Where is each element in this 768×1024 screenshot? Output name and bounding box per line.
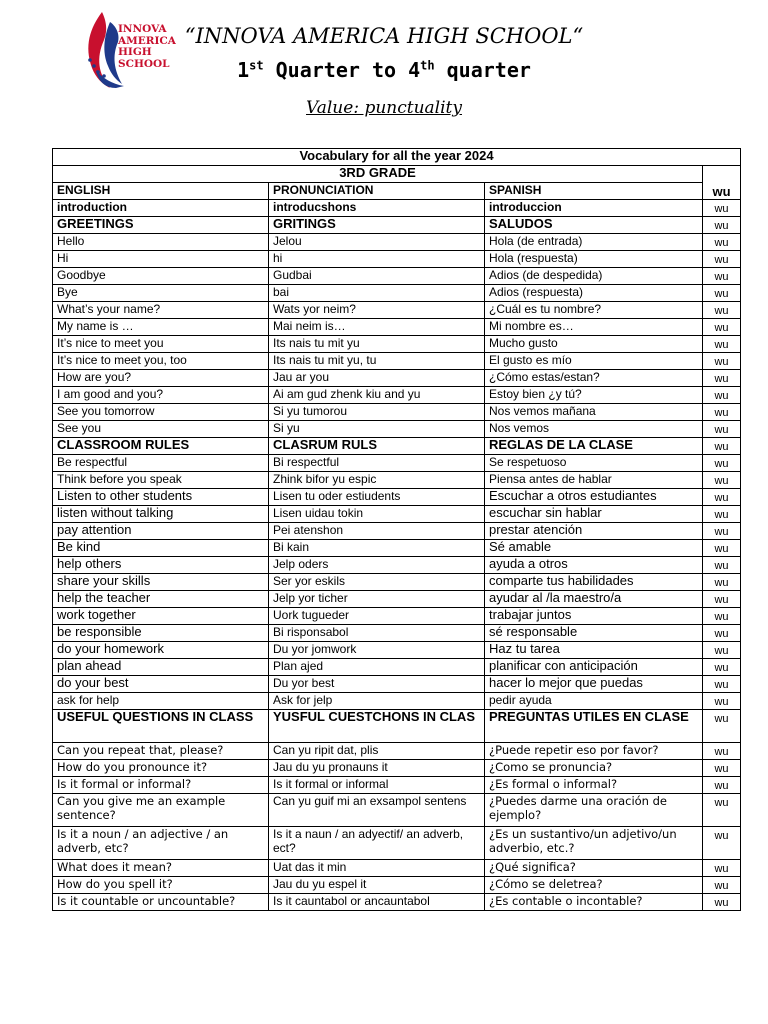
wu-cell: wu — [703, 523, 741, 540]
pronunciation-cell: YUSFUL CUESTCHONS IN CLAS — [269, 710, 485, 743]
english-cell: It’s nice to meet you — [53, 336, 269, 353]
spanish-cell: ¿Cómo estas/estan? — [485, 370, 703, 387]
english-cell: plan ahead — [53, 659, 269, 676]
pronunciation-cell: Its nais tu mit yu — [269, 336, 485, 353]
wu-cell: wu — [703, 557, 741, 574]
pronunciation-cell: Gudbai — [269, 268, 485, 285]
pronunciation-cell: Uork tugueder — [269, 608, 485, 625]
grade-label: 3RD GRADE — [53, 166, 703, 183]
english-cell: share your skills — [53, 574, 269, 591]
english-cell: Listen to other students — [53, 489, 269, 506]
table-row — [53, 404, 741, 421]
spanish-cell: escuchar sin hablar — [485, 506, 703, 523]
english-cell: help the teacher — [53, 591, 269, 608]
spanish-cell: pedir ayuda — [485, 693, 703, 710]
spanish-cell: Mi nombre es… — [485, 319, 703, 336]
english-cell: CLASSROOM RULES — [53, 438, 269, 455]
spanish-cell: prestar atención — [485, 523, 703, 540]
pronunciation-cell: Ser yor eskils — [269, 574, 485, 591]
english-cell: Hello — [53, 234, 269, 251]
english-cell: work together — [53, 608, 269, 625]
pronunciation-cell: Lisen tu oder estiudents — [269, 489, 485, 506]
table-row — [53, 421, 741, 438]
pronunciation-cell: Pei atenshon — [269, 523, 485, 540]
table-row — [53, 743, 741, 760]
table-row — [53, 760, 741, 777]
pronunciation-cell: Uat das it min — [269, 860, 485, 877]
grade-row — [53, 166, 741, 183]
table-row — [53, 438, 741, 455]
wu-cell: wu — [703, 336, 741, 353]
table-row — [53, 251, 741, 268]
wu-cell: wu — [703, 760, 741, 777]
wu-cell: wu — [703, 421, 741, 438]
english-cell: USEFUL QUESTIONS IN CLASS — [53, 710, 269, 743]
wu-cell: wu — [703, 251, 741, 268]
wu-cell: wu — [703, 200, 741, 217]
spanish-cell: introduccion — [485, 200, 703, 217]
wu-cell: wu — [703, 827, 741, 860]
table-row — [53, 693, 741, 710]
header-row — [53, 183, 741, 200]
pronunciation-cell: Jelp oders — [269, 557, 485, 574]
wu-cell: wu — [703, 234, 741, 251]
spanish-cell: Hola (de entrada) — [485, 234, 703, 251]
wu-cell: wu — [703, 387, 741, 404]
wu-cell: wu — [703, 455, 741, 472]
spanish-cell: Escuchar a otros estudiantes — [485, 489, 703, 506]
pronunciation-cell: Bi risponsabol — [269, 625, 485, 642]
pronunciation-cell: Ai am gud zhenk kiu and yu — [269, 387, 485, 404]
table-row — [53, 268, 741, 285]
table-row — [53, 319, 741, 336]
spanish-cell: ¿Puedes darme una oración de ejemplo? — [485, 794, 703, 827]
spanish-cell: Estoy bien ¿y tú? — [485, 387, 703, 404]
spanish-cell: ¿Cuál es tu nombre? — [485, 302, 703, 319]
table-row — [53, 877, 741, 894]
table-row — [53, 557, 741, 574]
wu-cell: wu — [703, 404, 741, 421]
english-cell: Be kind — [53, 540, 269, 557]
header-english: ENGLISH — [53, 183, 269, 200]
table-row — [53, 659, 741, 676]
english-cell: It’s nice to meet you, too — [53, 353, 269, 370]
table-title-row — [53, 149, 741, 166]
table-row — [53, 794, 741, 827]
spanish-cell: ¿Cómo se deletrea? — [485, 877, 703, 894]
logo-line-4: SCHOOL — [118, 57, 170, 70]
wu-cell: wu — [703, 860, 741, 877]
table-row — [53, 370, 741, 387]
spanish-cell: Nos vemos mañana — [485, 404, 703, 421]
spanish-cell: comparte tus habilidades — [485, 574, 703, 591]
english-cell: Goodbye — [53, 268, 269, 285]
spanish-cell: ¿Puede repetir eso por favor? — [485, 743, 703, 760]
header-spanish: SPANISH — [485, 183, 703, 200]
table-row — [53, 336, 741, 353]
wu-cell: wu — [703, 743, 741, 760]
table-row — [53, 540, 741, 557]
spanish-cell: Haz tu tarea — [485, 642, 703, 659]
wu-cell: wu — [703, 676, 741, 693]
spanish-cell: PREGUNTAS UTILES EN CLASE — [485, 710, 703, 743]
english-cell: be responsible — [53, 625, 269, 642]
wu-cell: wu — [703, 285, 741, 302]
english-cell: Can you repeat that, please? — [53, 743, 269, 760]
english-cell: Is it formal or informal? — [53, 777, 269, 794]
wu-cell: wu — [703, 370, 741, 387]
english-cell: Hi — [53, 251, 269, 268]
english-cell: Is it countable or uncountable? — [53, 894, 269, 911]
spanish-cell: Mucho gusto — [485, 336, 703, 353]
english-cell: I am good and you? — [53, 387, 269, 404]
english-cell: Is it a noun / an adjective / an adverb, etc? — [53, 827, 269, 860]
pronunciation-cell: Jau du yu espel it — [269, 877, 485, 894]
english-cell: Can you give me an example sentence? — [53, 794, 269, 827]
table-row — [53, 506, 741, 523]
pronunciation-cell: Bi kain — [269, 540, 485, 557]
pronunciation-cell: Jelou — [269, 234, 485, 251]
english-cell: do your best — [53, 676, 269, 693]
wu-cell: wu — [703, 608, 741, 625]
spanish-cell: sé responsable — [485, 625, 703, 642]
wu-cell: wu — [703, 591, 741, 608]
spanish-cell: Adios (respuesta) — [485, 285, 703, 302]
spanish-cell: Piensa antes de hablar — [485, 472, 703, 489]
table-row — [53, 860, 741, 877]
table-row — [53, 234, 741, 251]
table-row — [53, 217, 741, 234]
table-row — [53, 200, 741, 217]
english-cell: do your homework — [53, 642, 269, 659]
pronunciation-cell: Jau ar you — [269, 370, 485, 387]
logo-line-2: AMERICA — [118, 34, 176, 47]
english-cell: Be respectful — [53, 455, 269, 472]
pronunciation-cell: bai — [269, 285, 485, 302]
pronunciation-cell: Ask for jelp — [269, 693, 485, 710]
table-row — [53, 676, 741, 693]
english-cell: What does it mean? — [53, 860, 269, 877]
english-cell: listen without talking — [53, 506, 269, 523]
pronunciation-cell: Is it a naun / an adyectif/ an adverb, ect? — [269, 827, 485, 860]
spanish-cell: Nos vemos — [485, 421, 703, 438]
english-cell: See you — [53, 421, 269, 438]
table-row — [53, 608, 741, 625]
table-row — [53, 523, 741, 540]
spanish-cell: ¿Es un sustantivo/un adjetivo/un adverbio, etc.? — [485, 827, 703, 860]
pronunciation-cell: Mai neim is… — [269, 319, 485, 336]
english-cell: Think before you speak — [53, 472, 269, 489]
wu-cell: wu — [703, 489, 741, 506]
table-row — [53, 591, 741, 608]
wu-cell: wu — [703, 506, 741, 523]
table-row — [53, 455, 741, 472]
spanish-cell: planificar con anticipación — [485, 659, 703, 676]
wu-cell: wu — [703, 693, 741, 710]
spanish-cell: ¿Qué significa? — [485, 860, 703, 877]
spanish-cell: ayuda a otros — [485, 557, 703, 574]
wu-cell: wu — [703, 319, 741, 336]
pronunciation-cell: Du yor jomwork — [269, 642, 485, 659]
wu-cell: wu — [703, 217, 741, 234]
spanish-cell: trabajar juntos — [485, 608, 703, 625]
english-cell: My name is … — [53, 319, 269, 336]
english-cell: pay attention — [53, 523, 269, 540]
english-cell: Bye — [53, 285, 269, 302]
pronunciation-cell: Its nais tu mit yu, tu — [269, 353, 485, 370]
header-wu: wu — [703, 166, 741, 200]
wu-cell: wu — [703, 877, 741, 894]
table-row — [53, 642, 741, 659]
vocabulary-table — [52, 148, 741, 911]
table-row — [53, 353, 741, 370]
wu-cell: wu — [703, 540, 741, 557]
pronunciation-cell: Is it formal or informal — [269, 777, 485, 794]
pronunciation-cell: Lisen uidau tokin — [269, 506, 485, 523]
wu-cell: wu — [703, 302, 741, 319]
wu-cell: wu — [703, 574, 741, 591]
english-cell: How do you spell it? — [53, 877, 269, 894]
value-title: Value: punctuality — [306, 98, 462, 118]
wu-cell: wu — [703, 268, 741, 285]
logo-line-3: HIGH — [118, 46, 152, 58]
table-row — [53, 489, 741, 506]
pronunciation-cell: Is it cauntabol or ancauntabol — [269, 894, 485, 911]
spanish-cell: ¿Como se pronuncia? — [485, 760, 703, 777]
pronunciation-cell: CLASRUM RULS — [269, 438, 485, 455]
wu-cell: wu — [703, 894, 741, 911]
pronunciation-cell: Si yu — [269, 421, 485, 438]
pronunciation-cell: GRITINGS — [269, 217, 485, 234]
wu-cell: wu — [703, 353, 741, 370]
header-pronunciation: PRONUNCIATION — [269, 183, 485, 200]
table-row — [53, 710, 741, 743]
english-cell: GREETINGS — [53, 217, 269, 234]
spanish-cell: Sé amable — [485, 540, 703, 557]
pronunciation-cell: Du yor best — [269, 676, 485, 693]
english-cell: See you tomorrow — [53, 404, 269, 421]
table-row — [53, 777, 741, 794]
table-title: Vocabulary for all the year 2024 — [53, 149, 741, 166]
logo-line-1: INNOVA — [118, 23, 167, 35]
table-row — [53, 625, 741, 642]
wu-cell: wu — [703, 642, 741, 659]
spanish-cell: SALUDOS — [485, 217, 703, 234]
wu-cell: wu — [703, 625, 741, 642]
wu-cell: wu — [703, 438, 741, 455]
table-row — [53, 574, 741, 591]
pronunciation-cell: Jau du yu pronauns it — [269, 760, 485, 777]
spanish-cell: Se respetuoso — [485, 455, 703, 472]
wu-cell: wu — [703, 794, 741, 827]
spanish-cell: Adios (de despedida) — [485, 268, 703, 285]
pronunciation-cell: hi — [269, 251, 485, 268]
pronunciation-cell: Plan ajed — [269, 659, 485, 676]
wu-cell: wu — [703, 659, 741, 676]
english-cell: How do you pronounce it? — [53, 760, 269, 777]
table-row — [53, 827, 741, 860]
table-row — [53, 285, 741, 302]
pronunciation-cell: introducshons — [269, 200, 485, 217]
school-title: “INNOVA AMERICA HIGH SCHOOL“ — [184, 24, 584, 48]
pronunciation-cell: Si yu tumorou — [269, 404, 485, 421]
spanish-cell: ¿Es formal o informal? — [485, 777, 703, 794]
pronunciation-cell: Can yu ripit dat, plis — [269, 743, 485, 760]
table-row — [53, 387, 741, 404]
spanish-cell: REGLAS DE LA CLASE — [485, 438, 703, 455]
english-cell: help others — [53, 557, 269, 574]
wu-cell: wu — [703, 472, 741, 489]
wu-cell: wu — [703, 710, 741, 743]
english-cell: How are you? — [53, 370, 269, 387]
table-row — [53, 472, 741, 489]
english-cell: introduction — [53, 200, 269, 217]
spanish-cell: ayudar al /la maestro/a — [485, 591, 703, 608]
spanish-cell: Hola (respuesta) — [485, 251, 703, 268]
english-cell: What’s your name? — [53, 302, 269, 319]
english-cell: ask for help — [53, 693, 269, 710]
pronunciation-cell: Jelp yor ticher — [269, 591, 485, 608]
quarter-title: 1st Quarter to 4th quarter — [237, 58, 531, 82]
table-row — [53, 302, 741, 319]
table-row — [53, 894, 741, 911]
spanish-cell: ¿Es contable o incontable? — [485, 894, 703, 911]
pronunciation-cell: Bi respectful — [269, 455, 485, 472]
pronunciation-cell: Can yu guif mi an exsampol sentens — [269, 794, 485, 827]
spanish-cell: hacer lo mejor que puedas — [485, 676, 703, 693]
spanish-cell: El gusto es mío — [485, 353, 703, 370]
wu-cell: wu — [703, 777, 741, 794]
pronunciation-cell: Zhink bifor yu espic — [269, 472, 485, 489]
pronunciation-cell: Wats yor neim? — [269, 302, 485, 319]
